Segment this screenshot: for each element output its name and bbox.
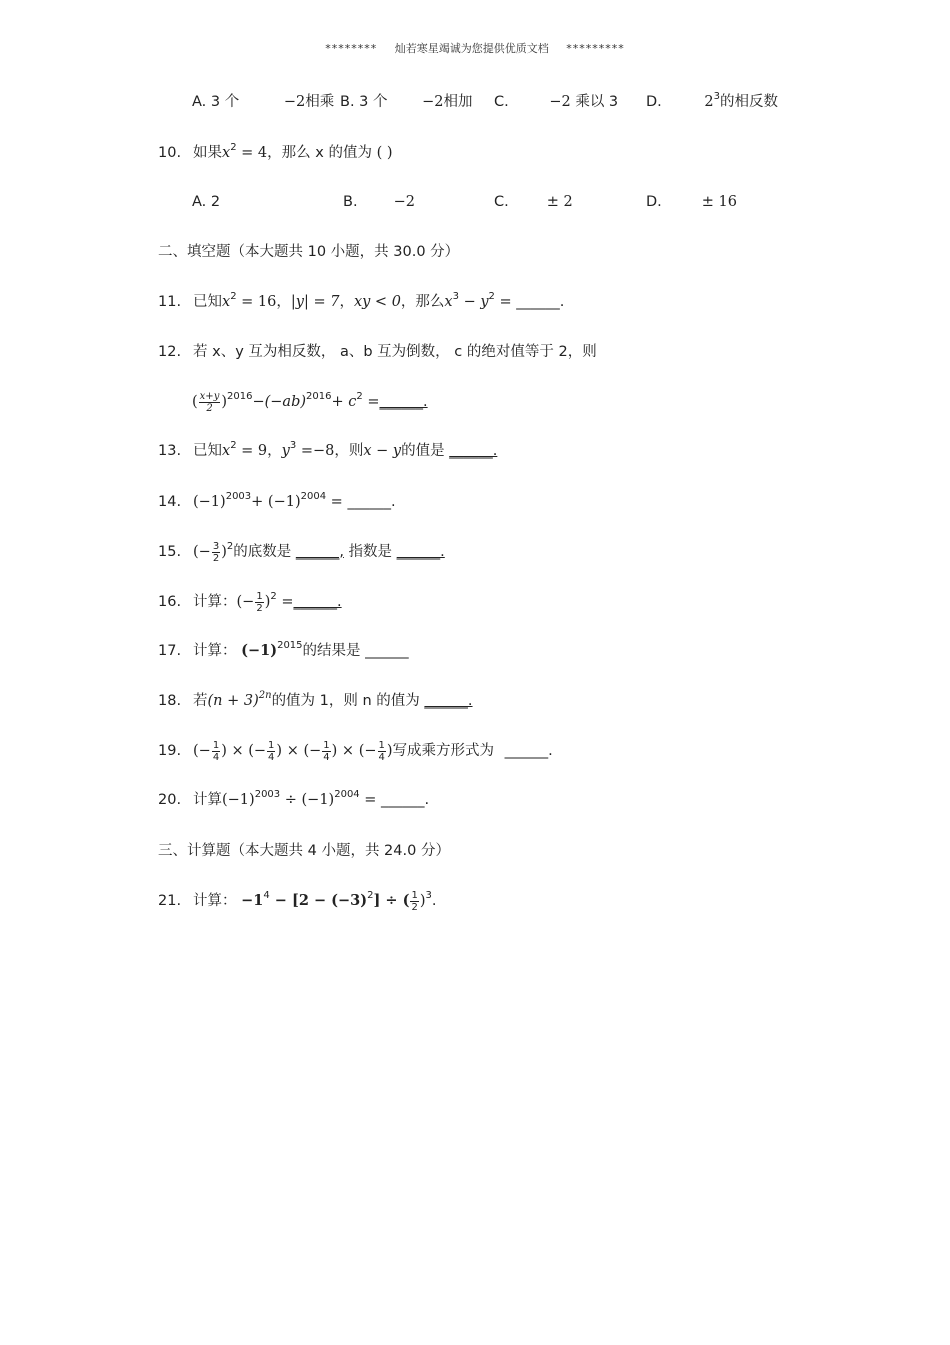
- question-12-expression: ( $\frac{x+y}{2}$ )$^{2016}-(-ab)^{2016}+ c^2$ =______.: [192, 388, 428, 416]
- question-15: 15. (− $\frac{3}{2}$ )$^2$的底数是 ______, 指数是 ______.: [158, 538, 445, 566]
- question-17: 17. 计算： $(-1)^{2015}$的结果是 ______: [158, 640, 409, 659]
- q12-blank: ______.: [379, 394, 428, 410]
- q14-blank: ______: [347, 494, 391, 510]
- q9-option-c: C. −2 乘以 3: [494, 94, 619, 110]
- q13-blank: ______.: [449, 443, 498, 459]
- q19-blank: ______: [504, 743, 549, 759]
- section-2-heading: 二、填空题（本大题共 10 小题，共 30.0 分）: [158, 244, 460, 260]
- question-12: 12. 若 x、y 互为相反数， a、b 互为倒数， c 的绝对值等于 2，则: [158, 344, 597, 360]
- q15-blank-base: ______,: [295, 544, 344, 560]
- q17-blank: ______: [365, 643, 409, 659]
- section-3-heading: 三、计算题（本大题共 4 小题，共 24.0 分）: [158, 843, 450, 859]
- question-11: 11. 已知$x^2 = 16$，|y| = 7，xy < 0，那么$x^3 - y^2$ = ______.: [158, 291, 565, 310]
- header-stars-right: *********: [566, 42, 625, 55]
- q11-blank: ______: [516, 294, 560, 310]
- q9-option-b: B. 3 个 −2相加: [340, 94, 473, 110]
- question-19: 19. (− $\frac{1}{4}$ ) × (− $\frac{1}{4}$ ) × (− $\frac{1}{4}$ ) × (− $\frac{1}{4}$ )写成乘方形式为 ______.: [158, 737, 553, 765]
- question-14: 14. $(-1)^{2003}+ (-1)^{2004}$ = ______.: [158, 491, 396, 510]
- q9-option-d: D. $2^3$的相反数: [646, 91, 778, 110]
- q16-blank: ______.: [293, 594, 342, 610]
- question-20: 20. 计算$(-1)^{2003} \div (-1)^{2004}$ = ______.: [158, 789, 430, 808]
- question-21: 21. 计算： $-1^4 - [2 - (-3)^2]$ ÷ ( $\frac{1}{2}$ )$^3$.: [158, 889, 437, 913]
- question-18: 18. 若$(n + 3)^{2n}$的值为 1，则 n 的值为 ______.: [158, 690, 473, 709]
- q10-option-d: D. ± 16: [646, 194, 737, 210]
- header-stars-left: ********: [325, 42, 378, 55]
- question-10: 10. 如果$x^2 = 4$，那么 x 的值为 ( ): [158, 142, 393, 161]
- q10-option-c: C. ± 2: [494, 194, 573, 210]
- q10-option-b: B. −2: [343, 194, 415, 210]
- q9-option-a: A. 3 个 −2相乘: [192, 94, 335, 110]
- q10-option-a: A. 2: [192, 194, 221, 210]
- page-header: [0, 40, 950, 56]
- q20-blank: ______: [381, 792, 425, 808]
- question-16: 16. 计算：(− $\frac{1}{2}$ )$^2$ =______.: [158, 588, 342, 616]
- question-13: 13. 已知$x^2 = 9$，$y^3 =-8$，则x − y的值是 ______.: [158, 440, 498, 459]
- q15-blank-exponent: ______.: [396, 544, 445, 560]
- header-title: 灿若寒星竭诚为您提供优质文档: [394, 42, 549, 55]
- q18-blank: ______.: [424, 693, 473, 709]
